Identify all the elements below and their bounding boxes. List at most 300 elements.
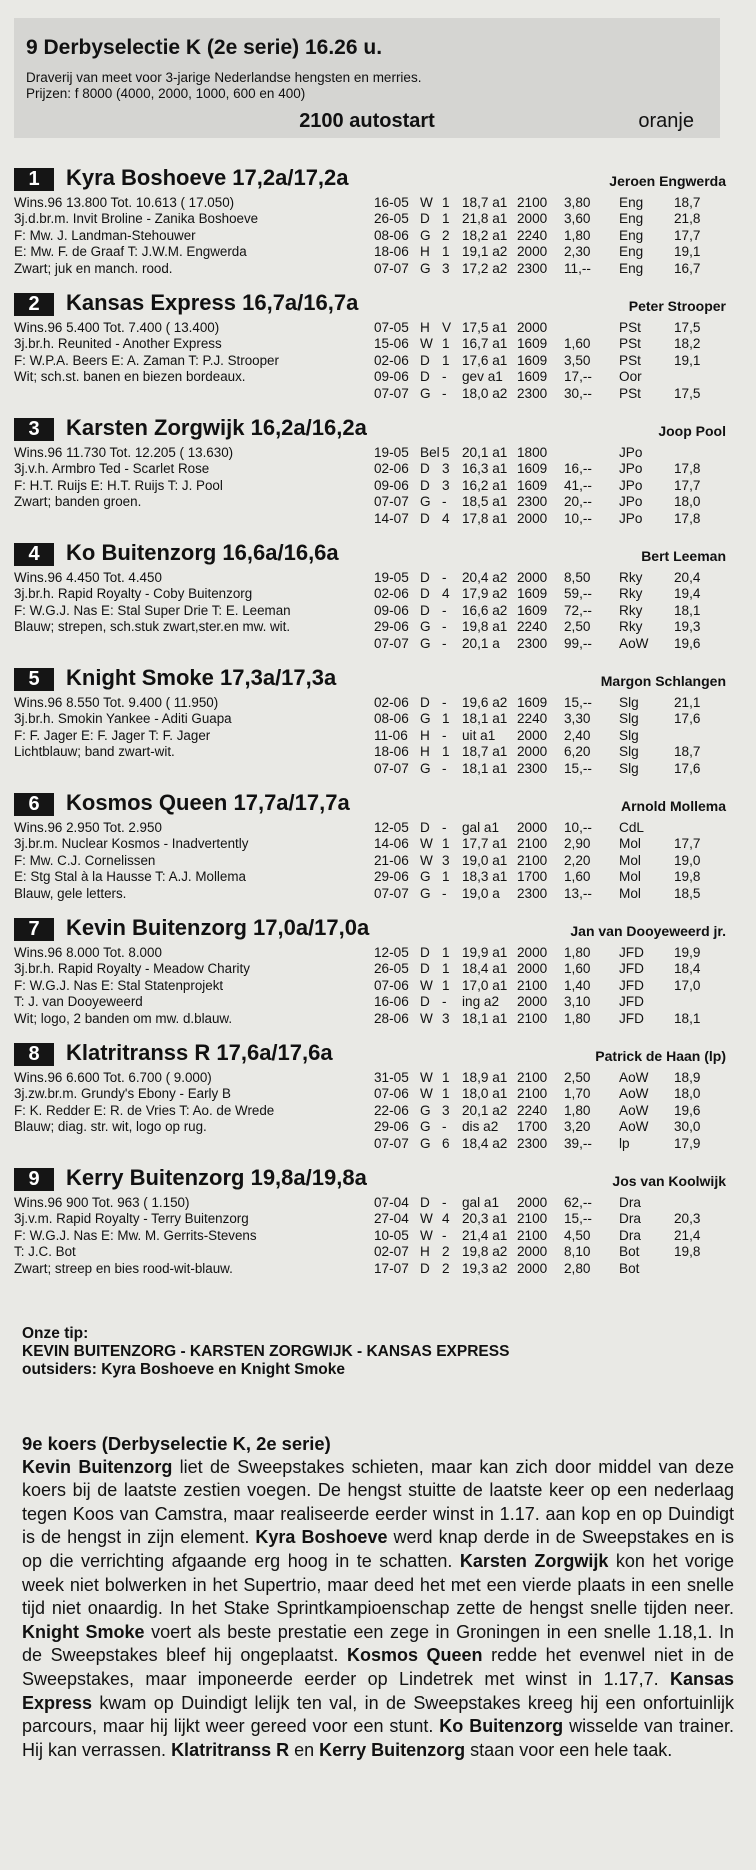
race-history	[374, 945, 726, 1027]
horse-driver: Margon Schlangen	[600, 673, 726, 689]
race-cell: 2000	[517, 570, 548, 585]
race-row	[374, 320, 726, 336]
race-cell: H	[420, 727, 430, 743]
race-cell: Rky	[619, 570, 643, 585]
race-cell: PSt	[619, 320, 641, 335]
race-cell: 19,8 a1	[462, 619, 508, 635]
race-cell: 18,1 a1	[462, 760, 508, 776]
race-row	[374, 994, 726, 1010]
horse-entry	[14, 1040, 726, 1164]
race-row	[374, 695, 726, 711]
article-text: werd knap derde in de Sweepstakes en is op die verrichting afgaande erg hoog in te schatten.	[22, 1527, 734, 1571]
race-cell: 1,80	[564, 945, 591, 960]
horse-name: Kosmos Queen 17,7a/17,7a	[66, 790, 350, 815]
race-row	[374, 1195, 726, 1211]
race-cell: 2300	[517, 260, 548, 276]
race-row	[374, 619, 726, 635]
article-horse-name: Ko Buitenzorg	[439, 1716, 564, 1737]
race-cell: 17,8	[674, 510, 701, 526]
race-cell: -	[442, 727, 447, 743]
race-cell: D	[420, 695, 430, 710]
horse-number: 8	[14, 1043, 54, 1066]
race-cell: CdL	[619, 820, 644, 835]
race-cell: 3	[442, 1102, 450, 1118]
race-cell: 21,4 a1	[462, 1227, 508, 1243]
race-cell: 1700	[517, 1119, 548, 1135]
race-cell: 1	[442, 1070, 450, 1085]
race-cell: 1609	[517, 695, 548, 710]
race-cell: G	[420, 1102, 431, 1118]
race-cell: 16,6 a2	[462, 602, 508, 618]
horse-info-line: Lichtblauw; band zwart-wit.	[14, 744, 175, 760]
horse-name: Kerry Buitenzorg 19,8a/19,8a	[66, 1165, 367, 1190]
race-cell: 17,7	[674, 836, 701, 852]
race-cell: JPo	[619, 445, 643, 460]
race-cell: Bel	[420, 445, 440, 460]
race-cell: -	[442, 994, 447, 1010]
race-history	[374, 695, 726, 777]
race-cell: 21,1	[674, 695, 701, 710]
race-cell: 10,--	[564, 510, 592, 526]
race-cell: 1700	[517, 869, 548, 885]
race-cell: 18,0	[674, 1086, 701, 1102]
race-cell: 3,20	[564, 1119, 591, 1135]
horse-info-line: F: Mw. J. Landman-Stehouwer	[14, 227, 196, 243]
race-cell: 18,4 a1	[462, 961, 508, 977]
race-row	[374, 728, 726, 744]
horse-info-line: F: W.P.A. Beers E: A. Zaman T: P.J. Strooper	[14, 352, 279, 368]
race-cell: 20,4	[674, 570, 701, 585]
race-cell: 18,7 a1	[462, 195, 508, 210]
race-cell: 18-06	[374, 744, 409, 760]
article-horse-name: Kerry Buitenzorg	[319, 1739, 466, 1760]
horse-info-line: Zwart; streep en bies rood-wit-blauw.	[14, 1260, 233, 1276]
article-horse-name: Kosmos Queen	[346, 1645, 483, 1666]
race-cell: 2100	[517, 1070, 548, 1085]
race-cell: ing a2	[462, 994, 500, 1010]
race-history	[374, 195, 726, 277]
race-row	[374, 744, 726, 760]
race-cell: 07-06	[374, 977, 409, 993]
race-cell: 18,7 a1	[462, 744, 508, 760]
race-cell: JFD	[619, 994, 644, 1010]
race-cell: Mol	[619, 852, 641, 868]
horse-info-line: 3j.br.h. Reunited - Another Express	[14, 336, 222, 352]
race-distance: 2100 autostart	[299, 110, 435, 132]
race-cell: 6	[442, 1135, 450, 1151]
race-cell: 2300	[517, 885, 548, 901]
race-cell: G	[420, 711, 431, 727]
horse-name: Kevin Buitenzorg 17,0a/17,0a	[66, 915, 370, 940]
horse-info	[14, 1070, 274, 1136]
race-cell: 2,20	[564, 852, 591, 868]
race-cell: 1	[442, 195, 450, 210]
race-row	[374, 386, 726, 402]
race-cell: 13,--	[564, 885, 592, 901]
race-cell: W	[420, 977, 433, 993]
race-row	[374, 445, 726, 461]
race-cell: 2300	[517, 635, 548, 651]
race-cell: 21,8 a1	[462, 211, 508, 227]
article-text: redde het evenwel niet in de Sweepstakes, maar imponeerde eerder op Lindetrek met winst in 1.17,7.	[22, 1645, 734, 1689]
race-cell: 1	[442, 869, 450, 885]
race-cell: 2240	[517, 1102, 548, 1118]
race-cell: Rky	[619, 619, 643, 635]
race-cell: 18,0 a1	[462, 1086, 508, 1102]
race-cell: 1,80	[564, 1102, 591, 1118]
race-cell: 09-06	[374, 602, 409, 618]
race-cell: D	[420, 1260, 430, 1276]
horse-info-line: T: J. van Dooyeweerd	[14, 994, 143, 1010]
race-cell: W	[420, 852, 433, 868]
race-cell: lp	[619, 1135, 630, 1151]
race-cell: JPo	[619, 494, 643, 510]
horse-info-line: 3j.br.m. Nuclear Kosmos - Inadvertently	[14, 836, 249, 852]
race-cell: PSt	[619, 385, 641, 401]
article-text: liet de Sweepstakes schieten, maar kan zich door middel van deze koers bij de laatste zestien voegen. De hengst stuitte de laatste keer op een nederlaag tegen Koos van Camstra, maar realiseerde eerder winst in 1.17. aan kop en op Duindigt is de hengst in zijn element.	[22, 1456, 734, 1548]
race-cell: 1609	[517, 586, 548, 602]
article-horse-name: Knight Smoke	[22, 1621, 145, 1642]
race-row	[374, 353, 726, 369]
race-cell: 16-06	[374, 994, 409, 1010]
article-horse-name: Karsten Zorgwijk	[459, 1550, 609, 1571]
race-cell: 18,4 a2	[462, 1135, 508, 1151]
race-cell: G	[420, 385, 431, 401]
horse-info-line: 3j.zw.br.m. Grundy's Ebony - Early B	[14, 1086, 231, 1102]
race-cell: 17,8	[674, 461, 701, 477]
race-cell: 18,1 a1	[462, 711, 508, 727]
race-cell: Slg	[619, 711, 639, 727]
race-cell: G	[420, 227, 431, 243]
race-cell: Slg	[619, 695, 639, 710]
race-cell: H	[420, 1244, 430, 1260]
race-cell: 30,0	[674, 1119, 701, 1135]
article-text: voert als beste prestatie een zege in Groningen in een snelle 1.18,1. In de Sweepstakes bleef hij ongeplaatst.	[22, 1621, 735, 1666]
article-text: kwam op Duindigt lelijk ten val, in de Sweepstakes kreeg hij een onfortuinlijk parcours, maar hij lijkt weer gereed voor een stunt.	[22, 1692, 734, 1737]
horse-entry	[14, 290, 726, 414]
race-cell: 09-06	[374, 369, 409, 385]
horse-number: 2	[14, 293, 54, 316]
race-cell: 19,1	[674, 244, 701, 260]
race-cell: 2	[442, 227, 450, 243]
race-cell: 1	[442, 336, 450, 352]
race-cell: 2240	[517, 227, 548, 243]
race-row	[374, 961, 726, 977]
race-cell: 09-06	[374, 477, 409, 493]
race-cell: 3,60	[564, 211, 591, 227]
horse-info	[14, 570, 291, 636]
race-cell: W	[420, 1211, 433, 1227]
race-cell: 1609	[517, 477, 548, 493]
race-cell: G	[420, 260, 431, 276]
race-cell: 2100	[517, 1211, 548, 1227]
race-cell: 2100	[517, 1227, 548, 1243]
race-cell: 1,60	[564, 869, 591, 885]
race-row	[374, 869, 726, 885]
article-heading: 9e koers (Derbyselectie K, 2e serie)	[22, 1433, 331, 1454]
race-cell: 02-06	[374, 352, 409, 368]
race-cell: 19,9 a1	[462, 945, 508, 960]
race-row	[374, 336, 726, 352]
horse-info-line: Blauw; diag. str. wit, logo op rug.	[14, 1119, 207, 1135]
tip-picks: KEVIN BUITENZORG - KARSTEN ZORGWIJK - KANSAS EXPRESS	[22, 1343, 510, 1360]
horse-info	[14, 1195, 257, 1277]
race-cell: 2240	[517, 619, 548, 635]
race-cell: 17,5 a1	[462, 320, 508, 335]
race-description: Draverij van meet voor 3-jarige Nederlandse hengsten en merries.	[26, 70, 422, 85]
horse-info-line: F: F. Jager E: F. Jager T: F. Jager	[14, 727, 211, 743]
race-cell: 18,9 a1	[462, 1070, 508, 1085]
tip-outsiders: outsiders: Kyra Boshoeve en Knight Smoke	[22, 1361, 345, 1378]
tip-heading: Onze tip:	[22, 1325, 89, 1342]
race-cell: D	[420, 570, 430, 585]
race-cell: 2,50	[564, 1070, 591, 1085]
race-cell: Mol	[619, 885, 641, 901]
horse-info-line: Zwart; juk en manch. rood.	[14, 260, 173, 276]
race-cell: G	[420, 1119, 431, 1135]
race-cell: JFD	[619, 945, 644, 960]
article-text: en	[289, 1739, 320, 1760]
race-cell: 2100	[517, 836, 548, 852]
race-cell: W	[420, 1227, 433, 1243]
race-cell: 19,4	[674, 586, 701, 602]
race-cell: 19-05	[374, 570, 409, 585]
race-row	[374, 494, 726, 510]
race-cell: 18,4	[674, 961, 701, 977]
race-cell: D	[420, 961, 430, 977]
horse-info	[14, 195, 258, 277]
race-cell: Rky	[619, 602, 643, 618]
race-cell: 10-05	[374, 1227, 409, 1243]
horse-number: 4	[14, 543, 54, 566]
race-cell: 2000	[517, 510, 548, 526]
race-cell: 27-04	[374, 1211, 409, 1227]
race-cell: Eng	[619, 227, 644, 243]
race-cell: Dra	[619, 1227, 641, 1243]
article-horse-name: Kyra Boshoeve	[255, 1527, 388, 1548]
race-cell: 18,5	[674, 885, 701, 901]
race-cell: 17,8 a1	[462, 510, 508, 526]
race-cell: 16,--	[564, 461, 592, 477]
race-cell: 2,50	[564, 619, 591, 635]
race-row	[374, 195, 726, 211]
race-history	[374, 445, 726, 527]
horse-info-line: Wins.96 8.000 Tot. 8.000	[14, 945, 162, 960]
race-cell: 10,--	[564, 820, 592, 835]
race-cell: 19,6	[674, 635, 701, 651]
horse-info-line: Wins.96 11.730 Tot. 12.205 ( 13.630)	[14, 445, 234, 460]
article-text: kon het vorige week niet bolwerken in het Supertrio, maar deed het met een vierde plaats in een snelle tijd niet onaardig. In het Stake Sprintkampioenschap zette de hengst snelle tijden neer.	[22, 1550, 735, 1619]
race-cell: 07-07	[374, 260, 409, 276]
race-cell: 19,6	[674, 1102, 701, 1118]
race-cell: 2,40	[564, 727, 591, 743]
horse-number: 1	[14, 168, 54, 191]
race-cell: 17,5	[674, 320, 701, 335]
horse-name: Kansas Express 16,7a/16,7a	[66, 290, 359, 315]
race-cell: 1,80	[564, 227, 591, 243]
race-row	[374, 1119, 726, 1135]
race-cell: 20,1 a	[462, 635, 500, 651]
race-cell: 2000	[517, 961, 548, 977]
race-cell: PSt	[619, 336, 641, 352]
race-cell: -	[442, 1119, 447, 1135]
race-cell: 14-06	[374, 836, 409, 852]
race-row	[374, 244, 726, 260]
horse-info-line: Wins.96 8.550 Tot. 9.400 ( 11.950)	[14, 695, 219, 710]
race-cell: 18,3 a1	[462, 869, 508, 885]
race-cell: -	[442, 570, 447, 585]
race-cell: 3	[442, 1010, 450, 1026]
race-cell: G	[420, 619, 431, 635]
race-cell: D	[420, 477, 430, 493]
race-cell: G	[420, 869, 431, 885]
horse-info	[14, 320, 279, 386]
article	[22, 1432, 734, 1762]
race-row	[374, 1244, 726, 1260]
article-text: staan voor een hele taak.	[465, 1739, 673, 1760]
race-cell: 15,--	[564, 760, 592, 776]
race-cell: 1,70	[564, 1086, 591, 1102]
race-cell: H	[420, 744, 430, 760]
race-cell: dis a2	[462, 1119, 499, 1135]
race-cell: 3	[442, 461, 450, 477]
race-cell: JPo	[619, 510, 643, 526]
horse-entry	[14, 540, 726, 664]
race-cell: JPo	[619, 477, 643, 493]
race-cell: D	[420, 369, 430, 385]
race-cell: H	[420, 244, 430, 260]
race-cell: 15,--	[564, 1211, 592, 1227]
race-row	[374, 1136, 726, 1152]
race-row	[374, 570, 726, 586]
race-row	[374, 369, 726, 385]
horse-info-line: T: J.C. Bot	[14, 1244, 76, 1260]
race-row	[374, 636, 726, 652]
race-cell: 29-06	[374, 619, 409, 635]
race-cell: 1,80	[564, 1010, 591, 1026]
race-cell: 29-06	[374, 869, 409, 885]
race-row	[374, 511, 726, 527]
race-cell: 4	[442, 510, 450, 526]
race-cell: AoW	[619, 635, 649, 651]
article-horse-name: Kevin Buitenzorg	[22, 1456, 173, 1477]
race-cell: Rky	[619, 586, 643, 602]
race-cell: 3	[442, 852, 450, 868]
race-cell: G	[420, 494, 431, 510]
race-cell: V	[442, 320, 452, 335]
horse-info-line: Wins.96 5.400 Tot. 7.400 ( 13.400)	[14, 320, 220, 335]
race-history	[374, 570, 726, 652]
horse-number: 5	[14, 668, 54, 691]
race-cell: 1	[442, 711, 450, 727]
race-cell: 72,--	[564, 602, 592, 618]
race-row	[374, 853, 726, 869]
race-cell: 1	[442, 961, 450, 977]
race-cell: Bot	[619, 1260, 640, 1276]
race-cell: 07-06	[374, 1086, 409, 1102]
race-cell: 2100	[517, 1086, 548, 1102]
horse-info-line: Wit; sch.st. banen en biezen bordeaux.	[14, 369, 246, 385]
race-row	[374, 1103, 726, 1119]
race-cell: 1,60	[564, 961, 591, 977]
tip-section	[22, 1325, 509, 1379]
race-cell: 1609	[517, 602, 548, 618]
race-cell: 02-06	[374, 695, 409, 710]
race-cell: 1	[442, 945, 450, 960]
horse-info-line: Zwart; banden groen.	[14, 494, 142, 510]
horse-driver: Arnold Mollema	[620, 798, 726, 814]
race-cell: JPo	[619, 461, 643, 477]
race-cell: 20,3 a1	[462, 1211, 508, 1227]
race-cell: 07-05	[374, 320, 409, 335]
race-cell: 59,--	[564, 586, 592, 602]
race-cell: 4	[442, 586, 450, 602]
race-header	[14, 18, 720, 138]
race-cell: 16,2 a1	[462, 477, 508, 493]
race-cell: 26-05	[374, 961, 409, 977]
race-cell: W	[420, 836, 433, 852]
horse-name: Karsten Zorgwijk 16,2a/16,2a	[66, 415, 367, 440]
race-cell: D	[420, 461, 430, 477]
race-cell: 29-06	[374, 1119, 409, 1135]
race-cell: D	[420, 1195, 430, 1210]
race-cell: 19,3 a2	[462, 1260, 508, 1276]
race-cell: D	[420, 602, 430, 618]
race-cell: 4,50	[564, 1227, 591, 1243]
race-cell: 19,0 a1	[462, 852, 508, 868]
race-cell: 12-05	[374, 945, 409, 960]
race-cell: 1	[442, 977, 450, 993]
race-row	[374, 945, 726, 961]
race-cell: G	[420, 635, 431, 651]
race-cell: 2000	[517, 1195, 548, 1210]
race-cell: 19,8	[674, 869, 701, 885]
race-cell: 2100	[517, 195, 548, 210]
race-cell: 3	[442, 477, 450, 493]
race-row	[374, 1086, 726, 1102]
article-body	[22, 1456, 734, 1763]
race-cell: 19,6 a2	[462, 695, 508, 710]
race-cell: 2300	[517, 385, 548, 401]
race-cell: Eng	[619, 195, 644, 210]
race-cell: 2000	[517, 994, 548, 1010]
horse-info-line: Wit; logo, 2 banden om mw. d.blauw.	[14, 1010, 233, 1026]
race-cell: 19,1 a2	[462, 244, 508, 260]
race-cell: 30,--	[564, 385, 592, 401]
horse-entry	[14, 665, 726, 789]
article-horse-name: Kansas Express	[22, 1668, 734, 1713]
race-cell: 19,8	[674, 1244, 701, 1260]
horse-info-line: Wins.96 2.950 Tot. 2.950	[14, 820, 162, 835]
horse-driver: Jan van Dooyeweerd jr.	[570, 923, 726, 939]
horse-driver: Patrick de Haan (lp)	[595, 1048, 726, 1064]
race-cell: -	[442, 635, 447, 651]
race-cell: -	[442, 1227, 447, 1243]
race-cell: 20,4 a2	[462, 570, 508, 585]
race-cell: -	[442, 619, 447, 635]
race-cell: W	[420, 336, 433, 352]
horse-driver: Peter Strooper	[628, 298, 726, 314]
race-cell: 1,60	[564, 336, 591, 352]
race-cell: 5	[442, 445, 450, 460]
race-cell: 08-06	[374, 227, 409, 243]
race-cell: Slg	[619, 727, 639, 743]
race-cell: D	[420, 586, 430, 602]
race-cell: D	[420, 994, 430, 1010]
race-cell: 3	[442, 260, 450, 276]
race-cell: 2300	[517, 760, 548, 776]
race-cell: 07-07	[374, 885, 409, 901]
